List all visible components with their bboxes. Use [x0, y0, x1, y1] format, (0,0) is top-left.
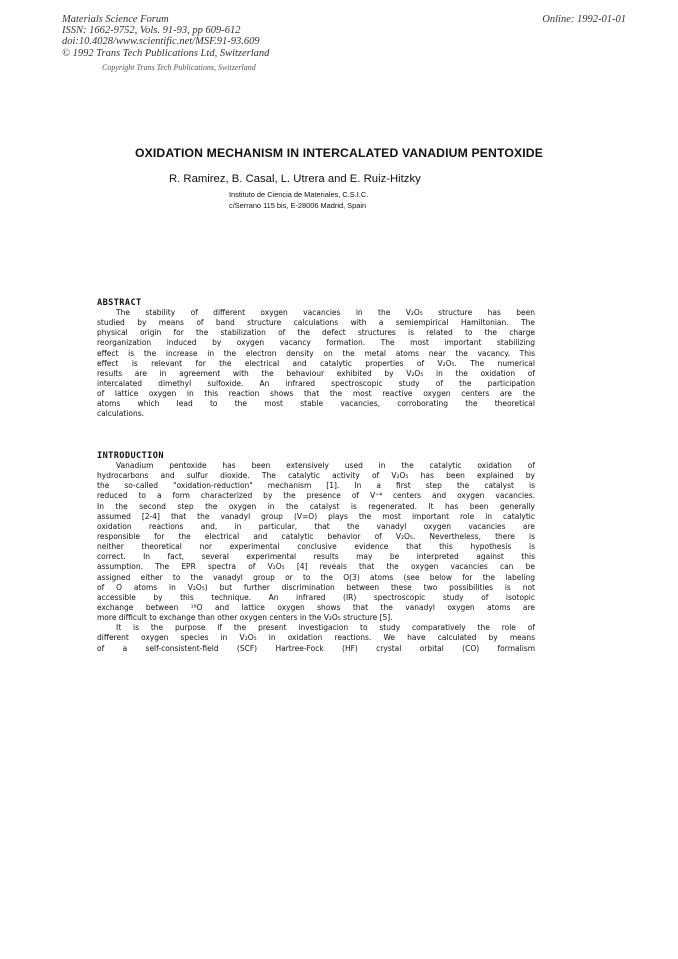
doi-line: doi:10.4028/www.scientific.net/MSF.91-93.609: [62, 36, 260, 48]
intro-line: neither theoretical nor experimental conclusive evidence that this hypothesis is: [97, 542, 535, 552]
intro-line: assumption. The EPR spectra of V₂O₅ [4] reveals that the oxygen vacancies can be: [97, 562, 535, 572]
abstract-line: results are in agreement with the behaviour exhibited by V₂O₅ in the oxidation of: [97, 368, 535, 378]
intro-line: of a self-consistent-field (SCF) Hartree-Fock (HF) crystal orbital (CO) formalism: [97, 643, 535, 653]
copyright-line: © 1992 Trans Tech Publications Ltd, Switzerland: [62, 47, 270, 59]
abstract-line: The stability of different oxygen vacancies in the V₂O₅ structure has been: [116, 308, 535, 317]
introduction-heading: INTRODUCTION: [97, 451, 164, 461]
intro-line: correct. In fact, several experimental results may be interpreted against this: [97, 552, 535, 562]
copyright-stamp: Copyright Trans Tech Publications, Switzerland: [102, 63, 256, 72]
intro-line: assumed [2-4] that the vanadyl group (V=O) plays the most important role in catalytic: [97, 511, 535, 521]
intro-line: exchange between ¹⁸O and lattice oxygen shows that the vanadyl oxygen atoms are: [97, 602, 535, 612]
intro-line: of O atoms in V₂O₅) but further discrimination between these two possibilities is not: [97, 582, 535, 592]
journal-name: Materials Science Forum: [62, 14, 169, 25]
intro-line: different oxygen species in V₂O₅ in oxidation reactions. We have calculated by means: [97, 633, 535, 643]
intro-line: reduced to a form characterized by the presence of V⁺⁴ centers and oxygen vacancies.: [97, 491, 535, 501]
intro-line: hydrocarbons and sulfur dioxide. The catalytic activity of V₂O₅ has been explained by: [97, 471, 535, 481]
issn-line: ISSN: 1662-9752, Vols. 91-93, pp 609-612: [62, 25, 241, 37]
paper-authors: R. Ramirez, B. Casal, L. Utrera and E. Ruiz-Hitzky: [169, 173, 421, 185]
abstract-line: of lattice oxygen in this reaction shows that the most reactive oxygen centers are the: [97, 389, 535, 399]
intro-line: oxidation reactions and, in particular, that the vanadyl oxygen vacancies are: [97, 521, 535, 531]
online-date: Online: 1992-01-01: [542, 14, 626, 25]
intro-line: Vanadium pentoxide has been extensively used in the catalytic oxidation of: [116, 461, 535, 470]
abstract-line: intercalated dimethyl sulfoxide. An infrared spectroscopic study of the participation: [97, 378, 535, 388]
abstract-line: calculations.: [97, 409, 145, 419]
intro-line: It is the purpose if the present investigacion to study comparatively the role of: [116, 623, 535, 633]
abstract-line: effect is relevant for the electrical and catalytic properties of V₂O₅. The numerical: [97, 358, 535, 368]
abstract-line: atoms which lead to the most stable vacancies, corroborating the theoretical: [97, 399, 535, 409]
intro-line: responsible for the electrical and catalytic behavior of V₂O₅. Nevertheless, there is: [97, 531, 535, 541]
abstract-heading: ABSTRACT: [97, 298, 142, 308]
intro-line: accessible by this technique. An infrared (IR) spectroscopic study of isotopic: [97, 592, 535, 602]
paper-title: OXIDATION MECHANISM IN INTERCALATED VANADIUM PENTOXIDE: [134, 146, 544, 160]
affiliation-address: c/Serrano 115 bis, E-28006 Madrid, Spain: [229, 201, 367, 210]
intro-line: assigned either to the vanadyl group or to the O(3) atoms (see below for the labeling: [97, 572, 535, 582]
abstract-line: reorganization induced by oxygen vacancy formation. The most important stabilizing: [97, 338, 535, 348]
intro-line: In the second step the oxygen in the catalyst is regenerated. It has been generally: [97, 501, 535, 511]
intro-line: the so-called "oxidation-reduction" mechanism [1]. In a first step the catalyst is: [97, 481, 535, 491]
abstract-line: effect is the increase in the electron density on the metal atoms near the vacancy. This: [97, 348, 535, 358]
affiliation-institute: Instituto de Ciencia de Materiales, C.S.I.C.: [229, 190, 369, 199]
abstract-body: [97, 308, 535, 420]
abstract-line: studied by means of band structure calculations with a semiempirical Hamiltonian. The: [97, 318, 535, 328]
publication-header: [62, 14, 269, 59]
abstract-line: physical origin for the stabilization of the defect structures is related to the charge: [97, 328, 535, 338]
introduction-body: [97, 461, 535, 654]
intro-line: more difficult to exchange than other oxygen centers in the V₂O₅ structure [5].: [97, 613, 393, 623]
